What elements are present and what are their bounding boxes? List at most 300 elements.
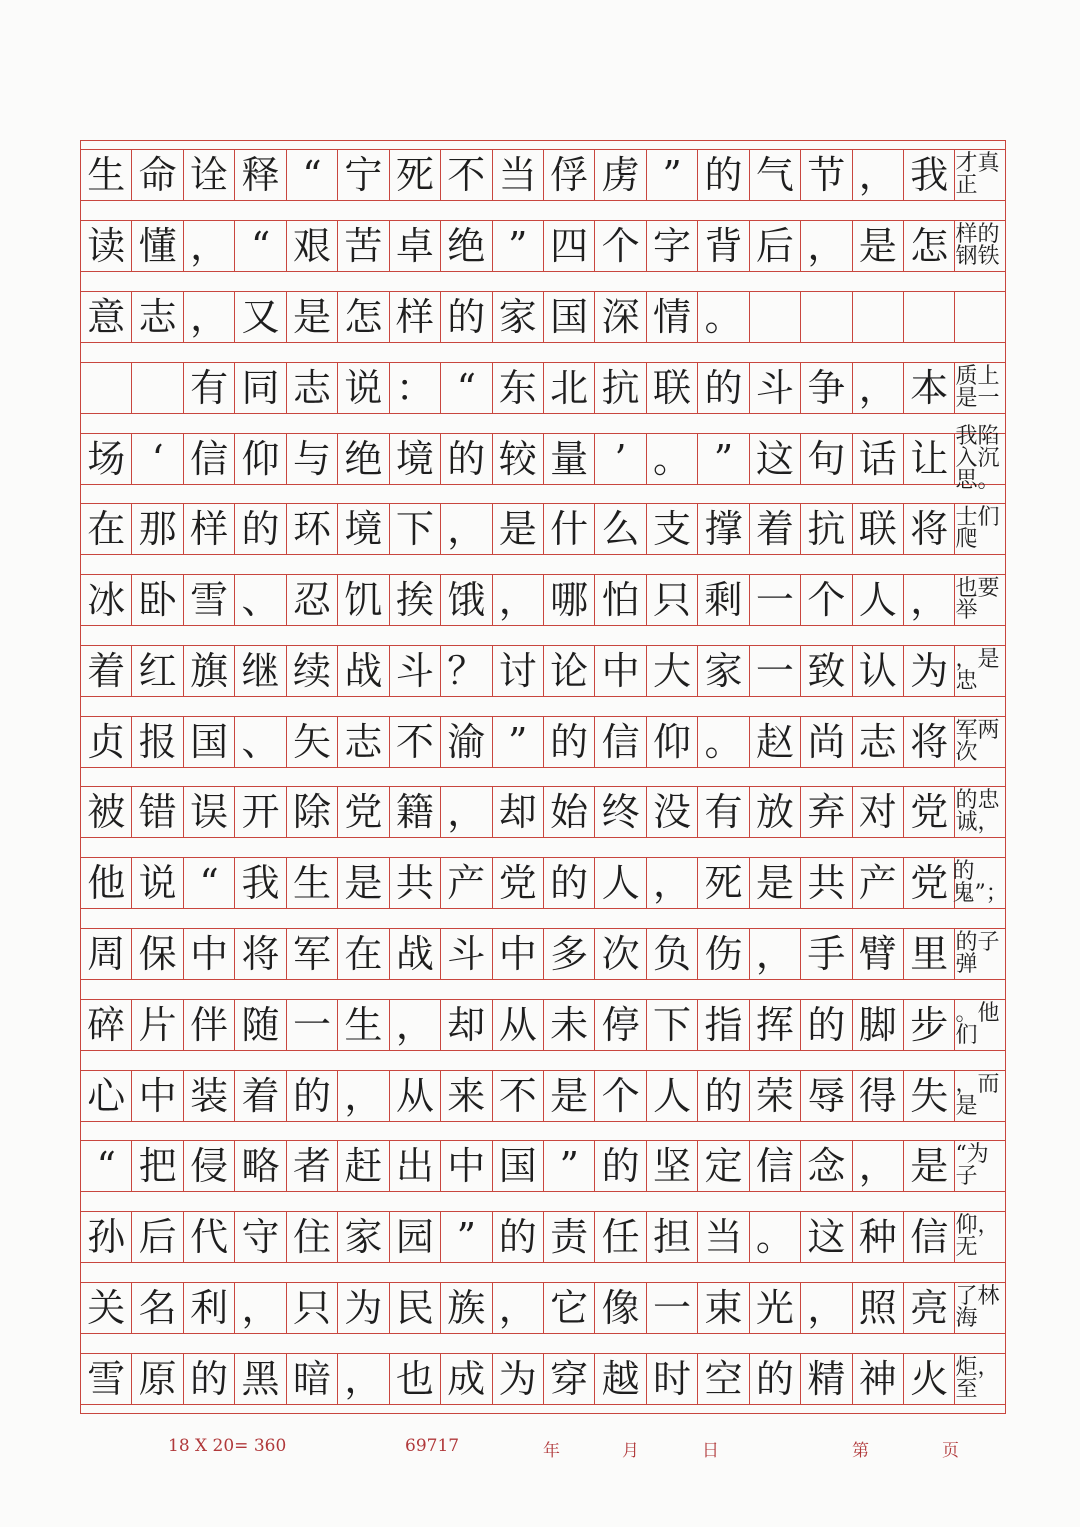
grid-cell: 着 bbox=[749, 504, 800, 554]
grid-cell: ， bbox=[852, 150, 903, 200]
grid-cell: 指 bbox=[697, 1000, 748, 1050]
grid-cell: ， bbox=[440, 504, 491, 554]
grid-cell: 来 bbox=[440, 1071, 491, 1121]
grid-cell: 将 bbox=[234, 929, 285, 979]
grid-cell: 亮 bbox=[903, 1283, 954, 1333]
grid-cell: 深 bbox=[594, 292, 645, 342]
manuscript-row bbox=[80, 423, 1006, 493]
grid-cell: 四 bbox=[543, 221, 594, 271]
grid-cell: 。他们 bbox=[954, 1000, 1005, 1050]
grid-cell: 念 bbox=[800, 1141, 851, 1191]
grid-cell: ’ bbox=[594, 434, 645, 484]
grid-cell: 停 bbox=[594, 1000, 645, 1050]
grid-cell: 背 bbox=[697, 221, 748, 271]
grid-cell: ” bbox=[492, 221, 543, 271]
grid-cell: 志 bbox=[852, 717, 903, 767]
grid-cell: 关 bbox=[80, 1283, 131, 1333]
grid-cell: “ bbox=[80, 1141, 131, 1191]
grid-cell: 支 bbox=[646, 504, 697, 554]
grid-cell: 说 bbox=[337, 363, 388, 413]
grid-cell: 是 bbox=[852, 221, 903, 271]
grid-cell: 从 bbox=[492, 1000, 543, 1050]
grid-cell: 担 bbox=[646, 1212, 697, 1262]
grid-cell: 仰 bbox=[234, 434, 285, 484]
grid-cell: 句 bbox=[800, 434, 851, 484]
grid-cell: 任 bbox=[594, 1212, 645, 1262]
grid-cell: 保 bbox=[131, 929, 182, 979]
grid-cell: “ bbox=[286, 150, 337, 200]
grid-cell: 中 bbox=[131, 1071, 182, 1121]
grid-cell: 党 bbox=[492, 858, 543, 908]
grid-cell: 终 bbox=[594, 787, 645, 837]
grid-cell: 说 bbox=[131, 858, 182, 908]
grid-cell: 是 bbox=[337, 858, 388, 908]
grid-cell: 坚 bbox=[646, 1141, 697, 1191]
grid-cell: ， bbox=[492, 1283, 543, 1333]
grid-cell: 不 bbox=[492, 1071, 543, 1121]
grid-cell: 了林海 bbox=[954, 1283, 1005, 1333]
grid-cell: 环 bbox=[286, 504, 337, 554]
grid-cell: 志 bbox=[286, 363, 337, 413]
grid-cell: 绝 bbox=[440, 221, 491, 271]
grid-cell: 族 bbox=[440, 1283, 491, 1333]
grid-cell: ， bbox=[440, 787, 491, 837]
grid-cell: 饿 bbox=[440, 575, 491, 625]
manuscript-row bbox=[80, 999, 1006, 1051]
grid-cell: 错 bbox=[131, 787, 182, 837]
grid-cell: 懂 bbox=[131, 221, 182, 271]
grid-cell bbox=[954, 292, 1005, 342]
grid-cell: 较 bbox=[492, 434, 543, 484]
grid-cell: 只 bbox=[646, 575, 697, 625]
grid-cell: 境 bbox=[337, 504, 388, 554]
manuscript-row bbox=[80, 645, 1006, 697]
grid-cell: 伴 bbox=[183, 1000, 234, 1050]
grid-cell: 挥 bbox=[749, 1000, 800, 1050]
manuscript-row bbox=[80, 857, 1006, 909]
grid-cell: ， bbox=[800, 1283, 851, 1333]
grid-cell: 联 bbox=[646, 363, 697, 413]
grid-cell: 让 bbox=[903, 434, 954, 484]
grid-cell: 荣 bbox=[749, 1071, 800, 1121]
grid-cell: 的 bbox=[440, 292, 491, 342]
grid-cell: 守 bbox=[234, 1212, 285, 1262]
grid-cell: 续 bbox=[286, 646, 337, 696]
grid-cell: 读 bbox=[80, 221, 131, 271]
grid-cell: 宁 bbox=[337, 150, 388, 200]
grid-cell: 诠 bbox=[183, 150, 234, 200]
grid-cell: 抗 bbox=[800, 504, 851, 554]
grid-cell: 不 bbox=[389, 717, 440, 767]
grid-cell: 放 bbox=[749, 787, 800, 837]
grid-cell: 个 bbox=[594, 1071, 645, 1121]
grid-cell: 家 bbox=[697, 646, 748, 696]
grid-cell: 产 bbox=[440, 858, 491, 908]
grid-cell: 斗 bbox=[389, 646, 440, 696]
grid-cell: 像 bbox=[594, 1283, 645, 1333]
grid-cell: 。 bbox=[749, 1212, 800, 1262]
grid-cell: 碎 bbox=[80, 1000, 131, 1050]
grid-cell: 定 bbox=[697, 1141, 748, 1191]
grid-cell: 的 bbox=[543, 858, 594, 908]
manuscript-row bbox=[80, 1353, 1006, 1405]
manuscript-row bbox=[80, 1140, 1006, 1192]
grid-cell: 弃 bbox=[800, 787, 851, 837]
grid-cell: 园 bbox=[389, 1212, 440, 1262]
grid-cell: 样 bbox=[389, 292, 440, 342]
grid-cell: 精 bbox=[800, 1354, 851, 1404]
grid-cell: 是 bbox=[749, 858, 800, 908]
manuscript-row bbox=[80, 1070, 1006, 1122]
grid-cell: 论 bbox=[543, 646, 594, 696]
grid-cell: 继 bbox=[234, 646, 285, 696]
grid-cell: 得 bbox=[852, 1071, 903, 1121]
grid-cell: 开 bbox=[234, 787, 285, 837]
grid-cell: 怎 bbox=[337, 292, 388, 342]
grid-cell: 将 bbox=[903, 717, 954, 767]
grid-cell: 。 bbox=[697, 717, 748, 767]
grid-cell bbox=[903, 292, 954, 342]
grid-cell: 却 bbox=[492, 787, 543, 837]
grid-cell: 讨 bbox=[492, 646, 543, 696]
manuscript-row bbox=[80, 220, 1006, 272]
grid-cell: 渝 bbox=[440, 717, 491, 767]
grid-cell: 未 bbox=[543, 1000, 594, 1050]
grid-cell: 穿 bbox=[543, 1354, 594, 1404]
grid-cell: 火 bbox=[903, 1354, 954, 1404]
grid-cell: 战 bbox=[337, 646, 388, 696]
grid-cell: 当 bbox=[492, 150, 543, 200]
grid-cell: 的 bbox=[543, 717, 594, 767]
grid-cell: 死 bbox=[389, 150, 440, 200]
manuscript-row bbox=[80, 503, 1006, 555]
grid-cell: 炬，至 bbox=[954, 1354, 1005, 1404]
grid-cell: 在 bbox=[80, 504, 131, 554]
grid-cell: ： bbox=[389, 363, 440, 413]
grid-cell: 么 bbox=[594, 504, 645, 554]
grid-cell: 伤 bbox=[697, 929, 748, 979]
grid-cell: 致 bbox=[800, 646, 851, 696]
grid-cell: 侵 bbox=[183, 1141, 234, 1191]
grid-cell: 大 bbox=[646, 646, 697, 696]
manuscript-row bbox=[80, 574, 1006, 626]
grid-cell: 手 bbox=[800, 929, 851, 979]
grid-cell: 的 bbox=[697, 150, 748, 200]
grid-cell: 一 bbox=[749, 646, 800, 696]
grid-cell: 情 bbox=[646, 292, 697, 342]
grid-cell: 我 bbox=[903, 150, 954, 200]
grid-cell: 样的钢铁 bbox=[954, 221, 1005, 271]
grid-cell: 名 bbox=[131, 1283, 182, 1333]
grid-cell: “为子 bbox=[954, 1141, 1005, 1191]
grid-cell: ， bbox=[234, 1283, 285, 1333]
grid-cell: 撑 bbox=[697, 504, 748, 554]
grid-cell: 的子弹 bbox=[954, 929, 1005, 979]
manuscript-row bbox=[80, 1282, 1006, 1334]
grid-cell: 一 bbox=[749, 575, 800, 625]
grid-cell: 那 bbox=[131, 504, 182, 554]
grid-cell: 是 bbox=[492, 504, 543, 554]
grid-cell: 本 bbox=[903, 363, 954, 413]
grid-cell: 臂 bbox=[852, 929, 903, 979]
grid-cell: 当 bbox=[697, 1212, 748, 1262]
grid-cell: 赵 bbox=[749, 717, 800, 767]
grid-cell: ， bbox=[389, 1000, 440, 1050]
grid-cell: ， bbox=[492, 575, 543, 625]
grid-cell: 抗 bbox=[594, 363, 645, 413]
grid-cell: 着 bbox=[234, 1071, 285, 1121]
manuscript-row bbox=[80, 786, 1006, 838]
footer-cell-count: 18 X 20= 360 bbox=[168, 1436, 287, 1456]
grid-cell: 一 bbox=[286, 1000, 337, 1050]
grid-cell: ” bbox=[492, 717, 543, 767]
grid-cell: ？ bbox=[440, 646, 491, 696]
grid-cell: 种 bbox=[852, 1212, 903, 1262]
grid-cell: 的 bbox=[286, 1071, 337, 1121]
grid-cell: 有 bbox=[697, 787, 748, 837]
grid-cell: 民 bbox=[389, 1283, 440, 1333]
grid-cell: 暗 bbox=[286, 1354, 337, 1404]
grid-cell: 出 bbox=[389, 1141, 440, 1191]
grid-cell: 人 bbox=[594, 858, 645, 908]
grid-cell: 他 bbox=[80, 858, 131, 908]
grid-cell: 孙 bbox=[80, 1212, 131, 1262]
grid-cell: 同 bbox=[234, 363, 285, 413]
grid-cell: 有 bbox=[183, 363, 234, 413]
grid-cell: 黑 bbox=[234, 1354, 285, 1404]
grid-cell: 的 bbox=[183, 1354, 234, 1404]
grid-cell: 哪 bbox=[543, 575, 594, 625]
grid-cell: 家 bbox=[492, 292, 543, 342]
grid-cell: 生 bbox=[286, 858, 337, 908]
grid-cell: 是 bbox=[543, 1071, 594, 1121]
footer-month-label: 月 bbox=[622, 1441, 639, 1461]
footer-page-label: 页 bbox=[942, 1441, 959, 1461]
grid-cell: 原 bbox=[131, 1354, 182, 1404]
grid-cell: 党 bbox=[337, 787, 388, 837]
grid-cell: 斗 bbox=[749, 363, 800, 413]
grid-cell: 旗 bbox=[183, 646, 234, 696]
grid-cell: 剩 bbox=[697, 575, 748, 625]
grid-cell: 个 bbox=[594, 221, 645, 271]
grid-cell: 代 bbox=[183, 1212, 234, 1262]
grid-cell: 的 bbox=[697, 363, 748, 413]
grid-cell: 战 bbox=[389, 929, 440, 979]
grid-cell bbox=[800, 292, 851, 342]
footer-page-prefix: 第 bbox=[852, 1441, 869, 1461]
grid-cell: 的 bbox=[440, 434, 491, 484]
grid-cell: 把 bbox=[131, 1141, 182, 1191]
grid-cell: 挨 bbox=[389, 575, 440, 625]
grid-cell: ” bbox=[543, 1141, 594, 1191]
grid-cell: 国 bbox=[543, 292, 594, 342]
grid-cell: 信 bbox=[749, 1141, 800, 1191]
grid-cell: 随 bbox=[234, 1000, 285, 1050]
grid-cell: 雪 bbox=[183, 575, 234, 625]
grid-cell: ， bbox=[183, 292, 234, 342]
grid-cell: ，是忠 bbox=[954, 646, 1005, 696]
grid-cell bbox=[852, 292, 903, 342]
grid-cell: 也 bbox=[389, 1354, 440, 1404]
grid-cell: 质上是一 bbox=[954, 363, 1005, 413]
grid-cell bbox=[749, 292, 800, 342]
grid-cell: 。 bbox=[697, 292, 748, 342]
grid-cell: 装 bbox=[183, 1071, 234, 1121]
grid-cell: 红 bbox=[131, 646, 182, 696]
grid-cell: 士们爬 bbox=[954, 504, 1005, 554]
grid-cell: 争 bbox=[800, 363, 851, 413]
grid-cell: 人 bbox=[646, 1071, 697, 1121]
grid-cell: 这 bbox=[800, 1212, 851, 1262]
grid-cell: 死 bbox=[697, 858, 748, 908]
grid-cell: 虏 bbox=[594, 150, 645, 200]
grid-cell: 命 bbox=[131, 150, 182, 200]
grid-cell: 下 bbox=[646, 1000, 697, 1050]
grid-cell: 却 bbox=[440, 1000, 491, 1050]
grid-cell: 住 bbox=[286, 1212, 337, 1262]
manuscript-grid bbox=[80, 140, 1006, 1414]
grid-cell: 失 bbox=[903, 1071, 954, 1121]
grid-cell: ，而是 bbox=[954, 1071, 1005, 1121]
grid-cell: 。 bbox=[646, 434, 697, 484]
grid-cell: 信 bbox=[183, 434, 234, 484]
grid-cell: 为 bbox=[337, 1283, 388, 1333]
grid-cell: 这 bbox=[749, 434, 800, 484]
grid-cell: ， bbox=[337, 1354, 388, 1404]
grid-cell: “ bbox=[183, 858, 234, 908]
grid-cell: 矢 bbox=[286, 717, 337, 767]
grid-cell: 后 bbox=[131, 1212, 182, 1262]
grid-cell: 中 bbox=[183, 929, 234, 979]
grid-cell: 气 bbox=[749, 150, 800, 200]
grid-cell: 联 bbox=[852, 504, 903, 554]
grid-cell: 后 bbox=[749, 221, 800, 271]
manuscript-row bbox=[80, 362, 1006, 414]
grid-cell: 的 bbox=[492, 1212, 543, 1262]
grid-cell: 北 bbox=[543, 363, 594, 413]
grid-cell: 量 bbox=[543, 434, 594, 484]
grid-cell: 信 bbox=[903, 1212, 954, 1262]
footer-code: 69717 bbox=[405, 1436, 460, 1456]
grid-cell: 绝 bbox=[337, 434, 388, 484]
grid-cell: 照 bbox=[852, 1283, 903, 1333]
grid-cell: 冰 bbox=[80, 575, 131, 625]
grid-cell: 党 bbox=[903, 787, 954, 837]
grid-cell: 除 bbox=[286, 787, 337, 837]
grid-cell: 的忠诚， bbox=[954, 787, 1005, 837]
grid-cell: ， bbox=[183, 221, 234, 271]
grid-cell: 艰 bbox=[286, 221, 337, 271]
manuscript-row bbox=[80, 928, 1006, 980]
grid-cell: 是 bbox=[903, 1141, 954, 1191]
grid-cell: 中 bbox=[594, 646, 645, 696]
grid-cell: 又 bbox=[234, 292, 285, 342]
grid-cell: 的鬼”； bbox=[952, 859, 1008, 907]
grid-cell: 次 bbox=[594, 929, 645, 979]
grid-cell: 什 bbox=[543, 504, 594, 554]
grid-cell: 的 bbox=[697, 1071, 748, 1121]
grid-cell: 俘 bbox=[543, 150, 594, 200]
grid-cell: 籍 bbox=[389, 787, 440, 837]
grid-cell: ， bbox=[800, 221, 851, 271]
grid-cell: 辱 bbox=[800, 1071, 851, 1121]
grid-cell: 心 bbox=[80, 1071, 131, 1121]
grid-cell: 着 bbox=[80, 646, 131, 696]
grid-cell: 苦 bbox=[337, 221, 388, 271]
grid-cell: “ bbox=[234, 221, 285, 271]
grid-cell: 中 bbox=[492, 929, 543, 979]
footer-day-label: 日 bbox=[702, 1441, 719, 1461]
grid-cell: 不 bbox=[440, 150, 491, 200]
grid-cell: 饥 bbox=[337, 575, 388, 625]
grid-cell: ， bbox=[749, 929, 800, 979]
grid-cell: 忍 bbox=[286, 575, 337, 625]
grid-cell: 卓 bbox=[389, 221, 440, 271]
grid-cell: ， bbox=[646, 858, 697, 908]
grid-cell: 的 bbox=[234, 504, 285, 554]
grid-cell: 空 bbox=[697, 1354, 748, 1404]
grid-cell: 中 bbox=[440, 1141, 491, 1191]
grid-cell: 党 bbox=[903, 858, 954, 908]
grid-cell: 卧 bbox=[131, 575, 182, 625]
grid-cell: 志 bbox=[337, 717, 388, 767]
grid-cell: 是 bbox=[286, 292, 337, 342]
grid-cell: 生 bbox=[337, 1000, 388, 1050]
grid-cell: ‘ bbox=[131, 434, 182, 484]
grid-cell: 信 bbox=[594, 717, 645, 767]
grid-cell: 字 bbox=[646, 221, 697, 271]
grid-cell: 将 bbox=[903, 504, 954, 554]
grid-cell: 与 bbox=[286, 434, 337, 484]
grid-cell: 、 bbox=[234, 717, 285, 767]
grid-cell: 个 bbox=[800, 575, 851, 625]
manuscript-row bbox=[80, 149, 1006, 201]
grid-cell: 赶 bbox=[337, 1141, 388, 1191]
grid-cell: ， bbox=[852, 363, 903, 413]
grid-cell: ” bbox=[697, 434, 748, 484]
grid-cell: 东 bbox=[492, 363, 543, 413]
grid-cell: 家 bbox=[337, 1212, 388, 1262]
grid-cell: 军两次 bbox=[954, 717, 1005, 767]
grid-cell: 负 bbox=[646, 929, 697, 979]
grid-cell: 也要举 bbox=[954, 575, 1005, 625]
grid-cell: 的 bbox=[594, 1141, 645, 1191]
grid-cell: 怕 bbox=[594, 575, 645, 625]
grid-cell: 报 bbox=[131, 717, 182, 767]
grid-cell: ， bbox=[337, 1071, 388, 1121]
grid-cell: 从 bbox=[389, 1071, 440, 1121]
grid-cell: 雪 bbox=[80, 1354, 131, 1404]
grid-cell: 仰，无 bbox=[954, 1212, 1005, 1262]
grid-cell: 对 bbox=[852, 787, 903, 837]
grid-cell: 尚 bbox=[800, 717, 851, 767]
grid-cell: 始 bbox=[543, 787, 594, 837]
grid-cell: 片 bbox=[131, 1000, 182, 1050]
grid-cell: 的 bbox=[800, 1000, 851, 1050]
grid-cell: 束 bbox=[697, 1283, 748, 1333]
grid-cell: 国 bbox=[492, 1141, 543, 1191]
grid-cell bbox=[80, 363, 131, 413]
footer-year-label: 年 bbox=[543, 1441, 560, 1461]
grid-cell: 产 bbox=[852, 858, 903, 908]
grid-cell: 下 bbox=[389, 504, 440, 554]
grid-cell: 多 bbox=[543, 929, 594, 979]
grid-cell: 共 bbox=[389, 858, 440, 908]
grid-cell: 样 bbox=[183, 504, 234, 554]
grid-cell: 认 bbox=[852, 646, 903, 696]
grid-cell: 才真正 bbox=[954, 150, 1005, 200]
manuscript-row bbox=[80, 716, 1006, 768]
